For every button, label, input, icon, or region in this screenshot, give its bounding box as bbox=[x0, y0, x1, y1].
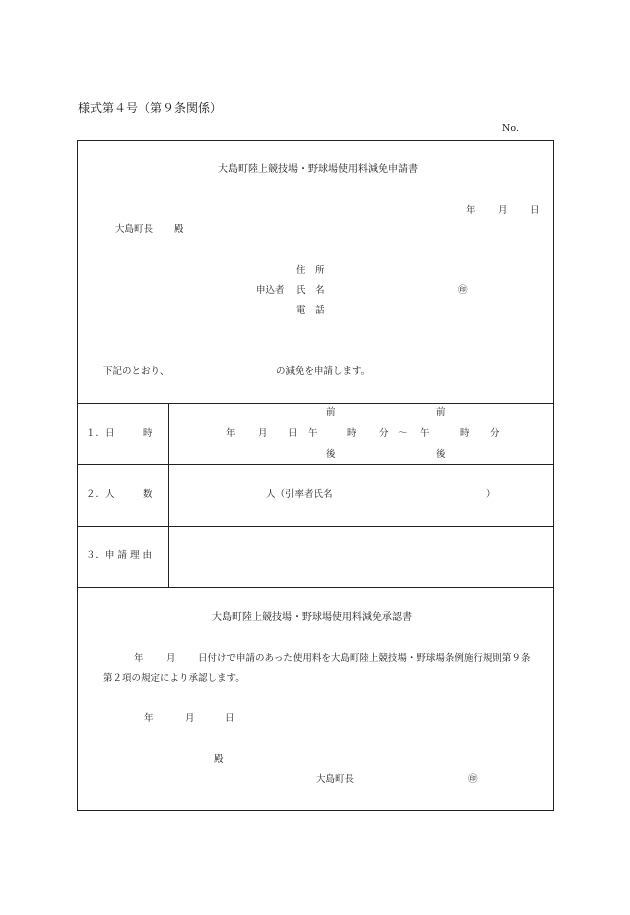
approval-ref-month: 月 bbox=[166, 653, 176, 664]
recipient-honorific: 殿 bbox=[214, 754, 224, 765]
name-label: 氏 名 bbox=[296, 285, 325, 296]
row-divider bbox=[77, 526, 554, 527]
form-frame bbox=[77, 140, 554, 811]
end-hour: 時 bbox=[460, 428, 470, 439]
time-range-tilde: ～ bbox=[398, 428, 408, 439]
noon-marker-end: 午 bbox=[420, 428, 430, 439]
start-hour: 時 bbox=[347, 428, 357, 439]
application-date-year: 年 bbox=[466, 205, 476, 216]
reason-label: ３．申 請 理 由 bbox=[86, 550, 153, 561]
application-date-day: 日 bbox=[530, 205, 540, 216]
headcount-label: ２．人 数 bbox=[86, 489, 153, 500]
document-number-label: No. bbox=[502, 123, 519, 134]
row-divider bbox=[77, 464, 554, 465]
row-divider bbox=[77, 587, 554, 588]
pm-marker-end: 後 bbox=[436, 449, 446, 460]
am-marker-end: 前 bbox=[436, 407, 446, 418]
approval-body-line2: 第２項の規定により承認します。 bbox=[103, 673, 245, 684]
date-month: 月 bbox=[258, 428, 268, 439]
application-date-month: 月 bbox=[498, 205, 508, 216]
noon-marker-start: 午 bbox=[308, 428, 318, 439]
datetime-label: １．日 時 bbox=[86, 428, 153, 439]
end-minute: 分 bbox=[490, 428, 500, 439]
approval-body-line1: 日付けで申請のあった使用料を大島町陸上競技場・野球場条例施行規則第９条 bbox=[198, 653, 531, 664]
request-text-suffix: の減免を申請します。 bbox=[276, 366, 371, 377]
approval-date-year: 年 bbox=[144, 713, 154, 724]
date-year: 年 bbox=[226, 428, 236, 439]
applicant-label: 申込者 bbox=[256, 285, 285, 296]
issuer-name: 大島町長 bbox=[316, 774, 355, 785]
addressee-name: 大島町長 bbox=[115, 224, 154, 235]
approval-ref-year: 年 bbox=[134, 653, 144, 664]
row-divider bbox=[77, 403, 554, 404]
form-number-label: 様式第４号（第９条関係） bbox=[78, 101, 223, 115]
issuer-seal-mark: ㊞ bbox=[468, 774, 478, 785]
start-minute: 分 bbox=[379, 428, 389, 439]
request-text-prefix: 下記のとおり、 bbox=[103, 366, 170, 377]
approval-title: 大島町陸上競技場・野球場使用料減免承認書 bbox=[212, 612, 412, 623]
headcount-close-paren: ） bbox=[486, 489, 496, 500]
phone-label: 電 話 bbox=[296, 305, 325, 316]
seal-mark: ㊞ bbox=[458, 285, 468, 296]
column-divider bbox=[168, 403, 169, 587]
am-marker-start: 前 bbox=[326, 407, 336, 418]
application-title: 大島町陸上競技場・野球場使用料減免申請書 bbox=[218, 164, 418, 175]
headcount-unit: 人（引率者氏名 bbox=[266, 489, 333, 500]
approval-date-day: 日 bbox=[225, 713, 235, 724]
addressee-honorific: 殿 bbox=[174, 224, 184, 235]
pm-marker-start: 後 bbox=[326, 449, 336, 460]
approval-date-month: 月 bbox=[185, 713, 195, 724]
address-label: 住 所 bbox=[296, 265, 325, 276]
date-day: 日 bbox=[288, 428, 298, 439]
